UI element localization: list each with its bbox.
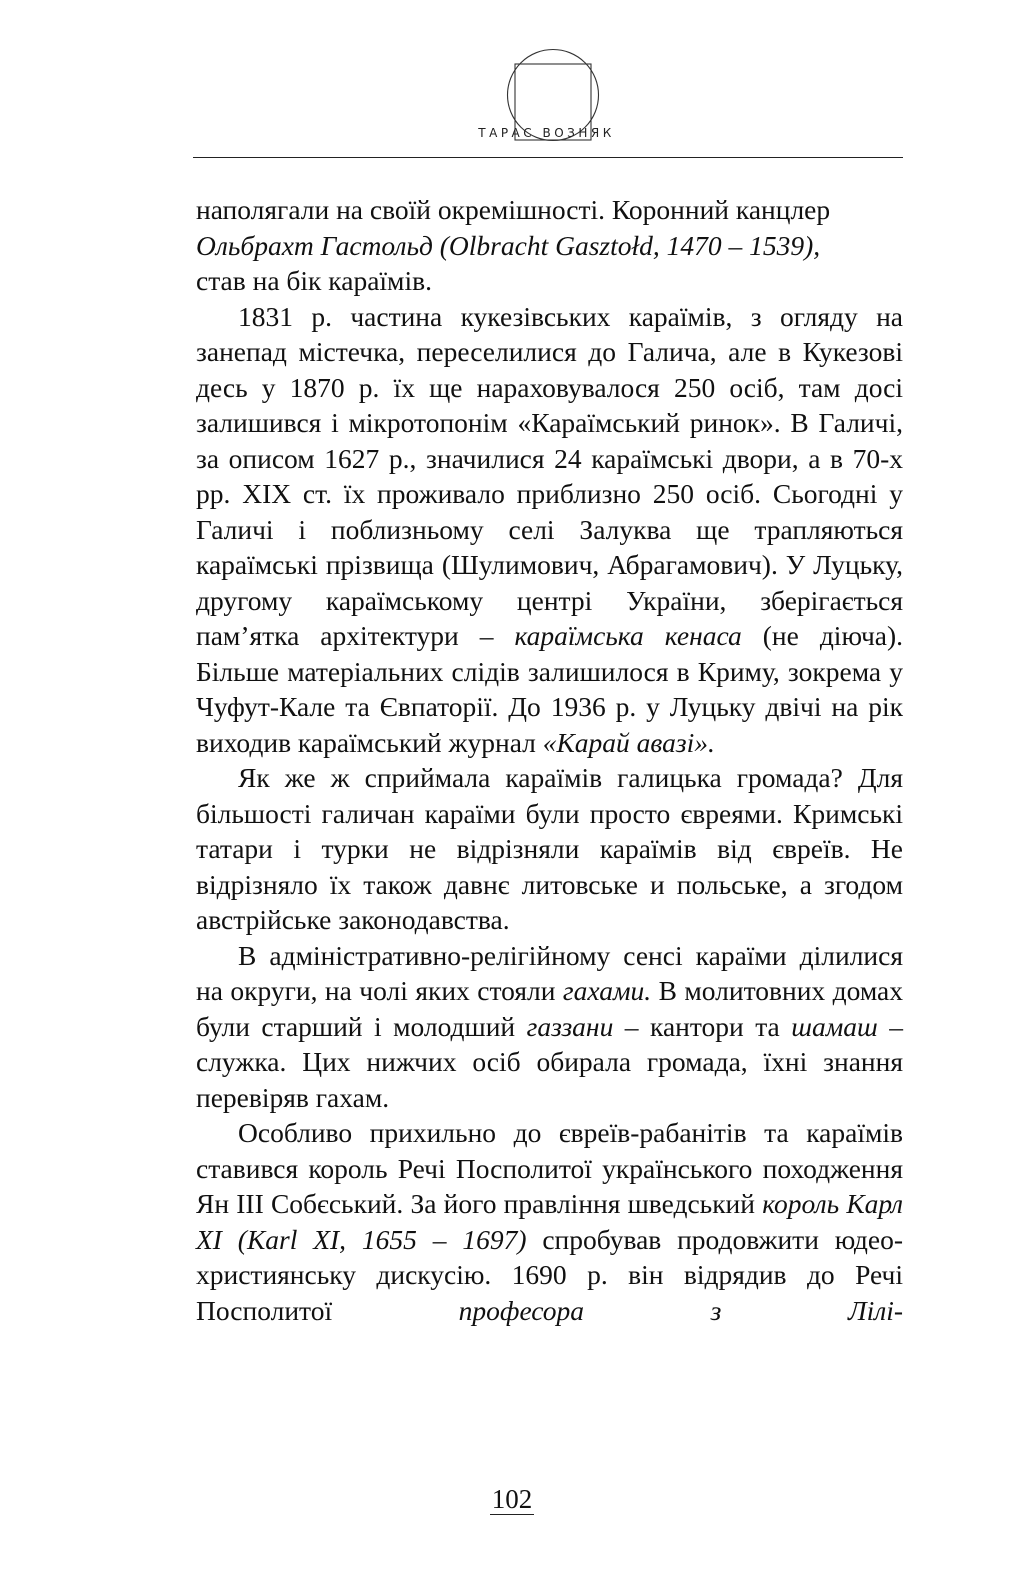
body-text [196, 192, 903, 1328]
paragraph-4 [196, 938, 903, 1116]
italic-segment: професора з Лілі- [458, 1294, 903, 1326]
italic-segment: Ольбрахт Гастольд (Olbracht Gasztołd, 1470 – 1539), [196, 229, 821, 261]
italic-segment: шамаш [791, 1010, 878, 1042]
text-segment: став на бік караїмів. [196, 265, 432, 296]
paragraph-1 [196, 192, 903, 299]
italic-segment: караїмська кенаса [514, 620, 742, 651]
italic-segment: газзани [526, 1010, 614, 1042]
text-segment: 1831 р. частина кукезівських караїмів, з огляду на занепад містечка, переселилися до Галича, але в Кукезові десь у 1870 р. їх ще нараховувалося 250 осіб, там досі залишився і мікротопонім «Караїмський ринок». В Галичі, за описом 1627 р., значилися 24 караїмські двори, а в 70-х рр. XIX ст. їх проживало приблизно 250 осіб. Сьогодні у Галичі і поблизньому селі Залуква ще трапляються караїмські прізвища (Шулимович, Абрагамович). У Луцьку, другому караїмському центрі України, зберігається пам’ятка архітектури – [196, 300, 903, 651]
text-segment: наполягали на своїй окремішності. Коронний канцлер [196, 194, 831, 225]
text-segment: В адміністративно-релігійному сенсі караїми ділилися на округи, на чолі яких стояли [196, 939, 903, 1006]
paragraph-3 [196, 760, 903, 938]
text-segment: (не діюча). Більше матеріальних слідів залишилося в Криму, зокрема у Чуфут-Кале та Євпаторії. До 1936 р. у Луцьку двічі на рік виходив караїмський журнал [196, 620, 904, 758]
page-number [0, 1484, 1024, 1515]
running-head: ТАРАС ВОЗНЯК [478, 126, 615, 140]
text-segment: спробував продовжити юдео-християнську дискусію. 1690 р. він відрядив до Речі Посполитої [196, 1223, 903, 1326]
text-segment: – кантори та [624, 1010, 780, 1042]
text-segment: – служка. Цих нижчих осіб обирала громада, їхні знання перевіряв гахам. [196, 1010, 904, 1113]
italic-segment: гахами. [562, 975, 652, 1006]
text-segment: Як же ж сприймала караїмів галицька громада? Для більшості галичан караїми були просто євреями. Кримські татари і турки не відрізняли караїмів від євреїв. Не відрізняло їх також давнє литовське и польське, а згодом австрійське законодавства. [196, 762, 903, 935]
italic-segment: «Карай авазі». [542, 726, 715, 758]
page-number-label: 102 [491, 1484, 533, 1514]
text-segment: В молитовних домах були старший і молодший [196, 975, 904, 1042]
header-rule [193, 157, 903, 158]
paragraph-5 [196, 1115, 903, 1328]
text-segment: Особливо прихильно до євреїв-рабанітів та караїмів ставився король Речі Посполитої українського походження Ян ІІІ Собєський. За його правління шведський [196, 1117, 903, 1219]
italic-segment: король Карл XI (Karl XI, 1655 – 1697) [196, 1188, 904, 1255]
paragraph-2 [196, 299, 903, 761]
